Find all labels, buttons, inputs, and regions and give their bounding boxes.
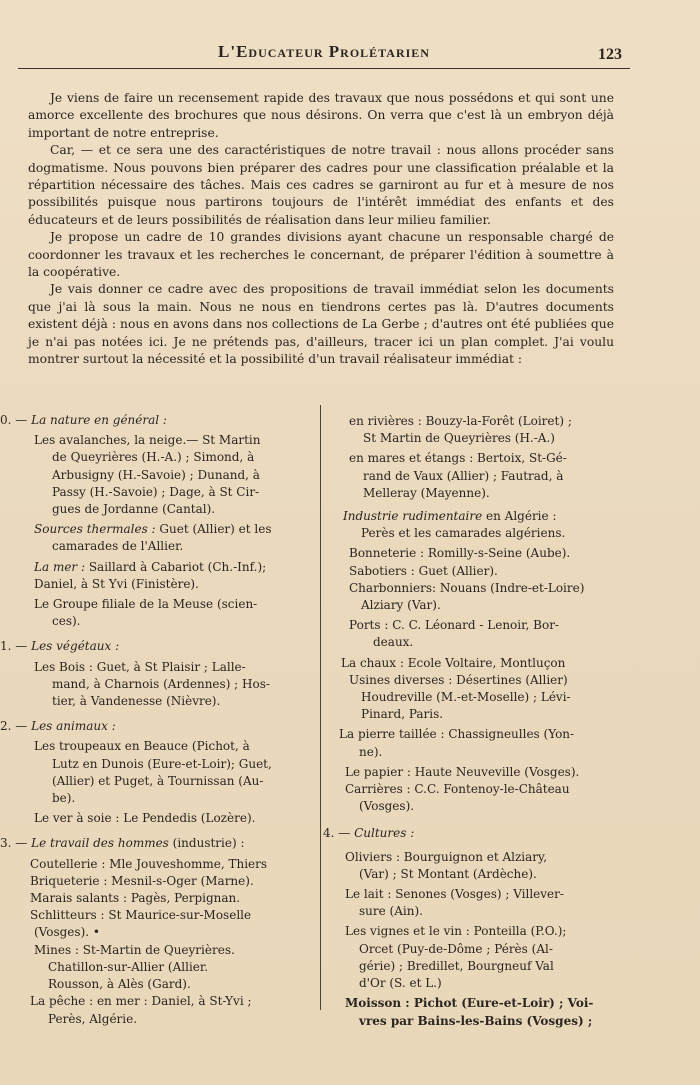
list-item [335,545,625,614]
entry-label: Industrie rudimentaire [343,509,483,524]
list-item [335,726,625,760]
section-title: Cultures : [354,826,415,841]
list-item [335,617,625,651]
text-line: La chaux : Ecole Voltaire, Montluçon [341,655,566,670]
text-line: La pierre taillée : Chassigneulles (Yon- [339,727,575,742]
text-line: ces). [52,614,81,629]
text-line: Bonneterie : Romilly-s-Seine (Aube). [349,546,571,561]
text-line: Les avalanches, la neige.— St Martin [34,433,261,448]
section-number: 2. — [0,719,28,734]
list-item [0,810,310,827]
text-line: St Martin de Queyrières (H.-A.) [363,431,555,446]
list-item [0,856,310,1028]
section-number: 3. — [0,836,28,851]
text-line: Sabotiers : Guet (Allier). [349,563,498,578]
text-line: Briqueterie : Mesnil-s-Oger (Marne). [30,873,254,888]
text-line: Le lait : Senones (Vosges) ; Villever- [345,887,564,902]
column-divider [320,405,321,1010]
list-item [0,432,310,518]
text-line: camarades de l'Allier. [52,539,184,554]
list-item [335,764,625,816]
text-line: Moisson : Pichot (Eure-et-Loir) ; Voi- [345,996,594,1011]
text-line: Saillard à Cabariot (Ch.-Inf.); [85,559,267,574]
intro-paragraph: Car, — et ce sera une des caractéristiques de notre travail : nous allons procéder sans dogmatisme. Nous pouvons bien préparer des cadres pour une classification préalable et la répartition nécessaire des tâches. Mais ces cadres se garniront au fur et à mesure de nos possibilités puisque nous partirons toujours de l'intérêt immédiat des enfants et des éducateurs et de leurs possibilités de réalisation dans leur milieu familier. [28,143,614,227]
list-item [335,923,625,992]
text-line: d'Or (S. et L.) [359,976,442,991]
text-line: Passy (H.-Savoie) ; Dage, à St Cir- [52,484,260,499]
text-line: Perès, Algérie. [48,1011,138,1026]
list-item [335,849,625,883]
text-line: Coutellerie : Mle Jouveshomme, Thiers [30,856,268,871]
text-line: Guet (Allier) et les [155,522,272,537]
section-heading [0,638,310,655]
list-item [0,659,310,711]
text-line: de Queyrières (H.-A.) ; Simond, à [52,450,255,465]
list-item [335,413,625,447]
list-item [0,738,310,807]
text-line: Les Bois : Guet, à St Plaisir ; Lalle- [34,659,246,674]
text-line: Les vignes et le vin : Ponteilla (P.O.); [345,924,567,939]
text-line: Chatillon-sur-Allier (Allier. [48,959,209,974]
text-line: Ports : C. C. Léonard - Lenoir, Bor- [349,618,559,633]
text-line: Schlitteurs : St Maurice-sur-Moselle [30,908,252,923]
section-heading [0,718,310,735]
text-line: en Algérie : [482,509,557,524]
entry-label: La mer : [34,559,86,574]
text-line: Orcet (Puy-de-Dôme ; Pérès (Al- [359,941,553,956]
text-line: gérie) ; Bredillet, Bourgneuf Val [359,958,554,973]
text-line: La pêche : en mer : Daniel, à St-Yvi ; [30,994,252,1009]
section-number: 1. — [0,639,28,654]
section-heading [0,412,310,429]
text-line: tier, à Vandenesse (Nièvre). [52,694,221,709]
list-item [335,995,625,1029]
text-line: Perès et les camarades algériens. [361,526,566,541]
section-number: 0. — [0,413,28,427]
intro-paragraph: Je vais donner ce cadre avec des propositions de travail immédiat selon les documents que j'ai là sous la main. Nous ne nous en tiendrons certes pas là. D'autres documents existent déjà : nous en avons dans nos collections de La Gerbe ; d'autres ont été publiées que je n'ai pas notées ici. Je ne prétends pas, d'ailleurs, tracer ici un plan complet. J'ai voulu montrer surtout la nécessité et la possibilité d'un travail réalisateur immédiat : [28,282,614,367]
text-line: Rousson, à Alès (Gard). [48,977,191,992]
text-line: Pinard, Paris. [361,707,444,722]
text-line: sure (Ain). [359,904,423,919]
page-number: 123 [598,46,622,63]
text-line: Oliviers : Bourguignon et Alziary, [345,849,548,864]
text-line: Le ver à soie : Le Pendedis (Lozère). [34,811,256,826]
journal-title: L'Educateur Prolétarien [218,42,430,61]
text-line: Alziary (Var). [361,598,441,613]
text-line: Les troupeaux en Beauce (Pichot, à [34,739,250,754]
text-line: Le papier : Haute Neuveville (Vosges). [345,764,580,779]
list-item [335,450,625,502]
text-line: Le Groupe filiale de la Meuse (scien- [34,597,258,612]
section-title: Les animaux : [31,719,116,734]
text-line: Houdreville (M.-et-Moselle) ; Lévi- [361,690,571,705]
text-line: Usines diverses : Désertines (Allier) [349,672,568,687]
list-item [335,886,625,920]
text-line: Marais salants : Pagès, Perpignan. [30,891,241,906]
list-item [335,655,625,724]
text-line: be). [52,791,76,806]
list-item [0,559,310,593]
intro-paragraph: Je propose un cadre de 10 grandes divisions ayant chacune un responsable chargé de coordonner les travaux et les recherches le concernant, de préparer l'édition à soumettre à la coopérative. [28,230,614,280]
entry-label: Sources thermales : [34,522,156,537]
text-line: mand, à Charnois (Ardennes) ; Hos- [52,676,270,691]
text-line: rand de Vaux (Allier) ; Fautrad, à [363,468,564,483]
running-header [18,42,630,69]
text-line: vres par Bains-les-Bains (Vosges) ; [359,1013,593,1028]
text-line: en mares et étangs : Bertoix, St-Gé- [349,451,567,466]
text-line: en rivières : Bouzy-la-Forêt (Loiret) ; [349,414,572,428]
text-line: Mines : St-Martin de Queyrières. [34,942,235,957]
text-line: Charbonniers: Nouans (Indre-et-Loire) [349,580,585,595]
text-line: deaux. [373,635,414,650]
text-line: Arbusigny (H.-Savoie) ; Dunand, à [52,467,260,482]
list-item [0,521,310,555]
text-line: Carrières : C.C. Fontenoy-le-Château [345,782,570,797]
section-heading [323,825,625,842]
section-title: Les végétaux : [31,639,120,654]
text-line: (Vosges). [359,799,415,814]
text-line: Daniel, à St Yvi (Finistère). [34,576,199,591]
section-title: Le travail des hommes [31,836,169,851]
right-column [323,413,625,1033]
text-line: Lutz en Dunois (Eure-et-Loir); Guet, [52,756,272,771]
text-line: gues de Jordanne (Cantal). [52,502,216,517]
section-title: La nature en général : [31,413,167,427]
left-column [0,408,310,1031]
section-number: 4. — [323,826,351,841]
text-line: Melleray (Mayenne). [363,485,490,500]
intro-paragraph: Je viens de faire un recensement rapide des travaux que nous possédons et qui sont une amorce excellente des brochures que nous désirons. On verra que c'est là un embryon déjà important de notre entreprise. [28,91,614,140]
list-item [0,596,310,630]
intro-text [28,90,614,369]
text-line: ne). [359,744,383,759]
text-line: (Vosges). • [34,925,100,940]
text-line: (Var) ; St Montant (Ardèche). [359,866,537,881]
list-item [335,508,625,542]
section-heading [0,835,310,852]
section-title-rest: (industrie) : [168,836,245,851]
text-line: (Allier) et Puget, à Tournissan (Au- [52,773,264,788]
